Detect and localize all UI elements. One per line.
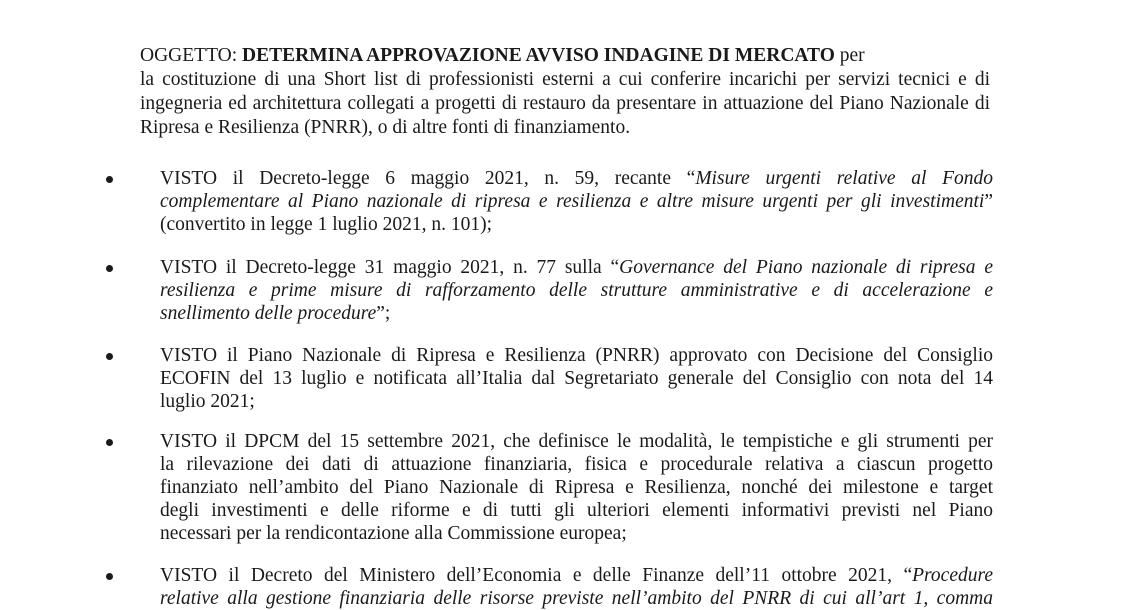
subject-body: la costituzione di una Short list di professionisti esterni a cui conferire incarichi per servizi tecnici e di ingegneria ed architettura collegati a progetti di restauro da presentare in attuazione del Piano Nazionale di Ripresa e Resilienza (PNRR), o di altre fonti di finanziamento.	[140, 69, 990, 138]
subject-paragraph	[140, 44, 990, 140]
bullet-icon	[106, 353, 113, 360]
subject-title: DETERMINA APPROVAZIONE AVVISO INDAGINE DI MERCATO	[242, 45, 835, 66]
bullet-icon	[106, 573, 113, 580]
subject-label: OGGETTO:	[140, 45, 243, 66]
bullet-icon	[106, 439, 113, 446]
subject-title-suffix: per	[834, 45, 865, 66]
list-item-text: VISTO il Piano Nazionale di Ripresa e Resilienza (PNRR) approvato con Decisione del Consiglio ECOFIN del 13 luglio e notificata all’Italia dal Segretariato generale del Consiglio con nota del 14 luglio 2021;	[160, 345, 993, 412]
list-item-text: VISTO il Decreto del Ministero dell’Economia e delle Finanze dell’11 ottobre 2021, “Procedure relative alla gestione finanziaria delle risorse previste nell’ambito del PNRR di cui all’art 1, comma	[160, 565, 993, 609]
bullet-icon	[106, 176, 113, 183]
bullet-icon	[106, 265, 113, 272]
list-item-text: VISTO il Decreto-legge 6 maggio 2021, n. 59, recante “Misure urgenti relative al Fondo complementare al Piano nazionale di ripresa e resilienza e altre misure urgenti per gli investimenti” (convertito in legge 1 luglio 2021, n. 101);	[160, 168, 993, 235]
list-item-text: VISTO il DPCM del 15 settembre 2021, che definisce le modalità, le tempistiche e gli strumenti per la rilevazione dei dati di attuazione finanziaria, fisica e procedurale relativa a ciascun progetto finanziato nell’ambito del Piano Nazionale di Ripresa e Resilienza, nonché dei milestone e target degli investimenti e delle riforme e di tutti gli ulteriori elementi informativi previsti nel Piano necessari per la rendicontazione alla Commissione europea;	[160, 431, 993, 544]
list-item-text: VISTO il Decreto-legge 31 maggio 2021, n. 77 sulla “Governance del Piano nazionale di ripresa e resilienza e prime misure di rafforzamento delle strutture amministrative e di accelerazione e snellimento delle procedure”;	[160, 257, 993, 324]
